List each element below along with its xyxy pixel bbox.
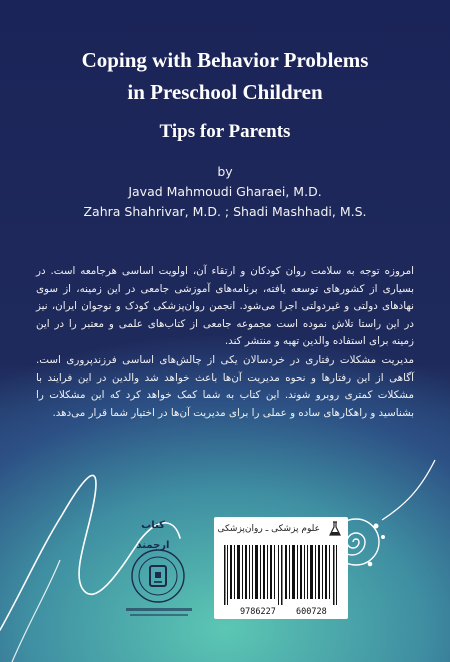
blurb-text	[36, 263, 414, 423]
association-logo	[120, 542, 202, 620]
barcode-panel	[214, 517, 348, 619]
publisher-logo: کتاب ارجمند	[136, 520, 170, 551]
authors-line-1: Javad Mahmoudi Gharaei, M.D.	[128, 184, 322, 199]
title-line-1: Coping with Behavior Problems	[81, 48, 369, 72]
flask-icon	[328, 521, 342, 537]
authors-line-2: Zahra Shahrivar, M.D. ; Shadi Mashhadi, M.S.	[83, 204, 367, 219]
subtitle: Tips for Parents	[159, 121, 291, 142]
barcode-number-left: 9786227	[240, 607, 276, 617]
barcode-number-right: 600728	[296, 607, 327, 617]
by-label: by	[217, 164, 233, 179]
blurb-paragraph-2: مدیریت مشکلات رفتاری در خردسالان یکی از چالش‌های اساسی فرزندپروری است. آگاهی از این رفتارها و نحوه مدیریت آن‌ها باعث خواهد شد والدین در این فرایند با مشکلات کمتری روبرو شوند. این کتاب به شما کمک خواهد کرد که این مشکلات را بشناسید و راهکارهای ساده و عملی را برای مدیریت آن‌ها در اختیار شما قرار می‌دهد.	[36, 353, 414, 419]
title-line-2: in Preschool Children	[127, 80, 323, 104]
category-label: علوم پزشکی ـ روان‌پزشکی	[217, 524, 320, 534]
blurb-paragraph-1: امروزه توجه به سلامت روان کودکان و ارتقاء آن، اولویت اساسی هرجامعه است. در بسیاری از کشورهای توسعه یافته، برنامه‌های آموزشی جامعی در این زمینه، از سوی نهادهای دولتی و غیردولتی اجرا می‌شود. انجمن روان‌پزشکی کودک و نوجوان ایران، نیز در این راستا تلاش نموده است مجموعه جامعی از کتاب‌های علمی و معتبر را در این زمینه برای استفاده والدین تهیه و منتشر کند.	[36, 265, 414, 348]
barcode-bars	[224, 545, 340, 605]
